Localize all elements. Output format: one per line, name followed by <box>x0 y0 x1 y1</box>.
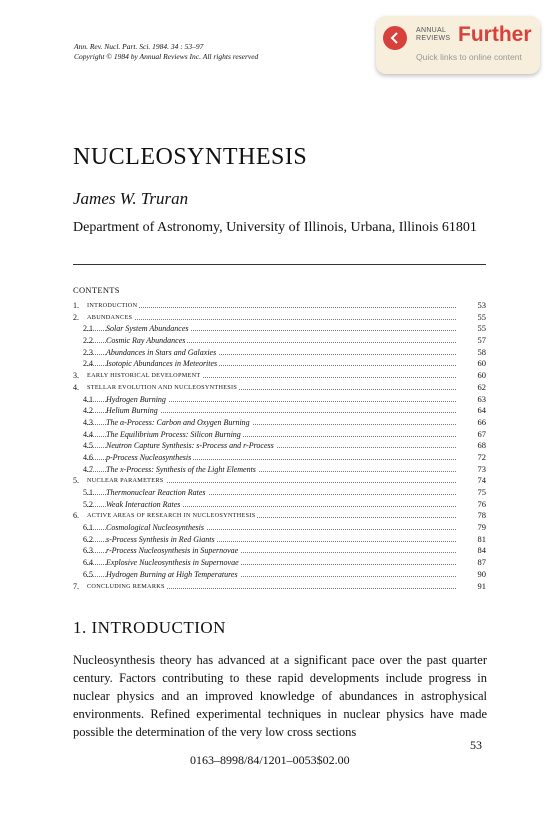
toc-entry-label: INTRODUCTION <box>87 300 139 312</box>
toc-entry-label: r-Process Nucleosynthesis in Supernovae <box>106 546 239 556</box>
toc-entry-page: 55 <box>477 311 486 322</box>
toc-entry-number: 4.5 <box>83 441 93 451</box>
toc-entry-label: The x-Process: Synthesis of the Light Elements <box>106 464 256 474</box>
toc-entry-number: 6.3 <box>83 546 93 556</box>
quick-links-text: Quick links to online content <box>416 52 522 62</box>
toc-entry[interactable] <box>73 300 486 312</box>
section-heading: 1. INTRODUCTION <box>73 618 226 637</box>
toc-entry-page: 79 <box>477 522 486 533</box>
toc-entry-number: 4.6 <box>83 452 93 462</box>
toc-entry-label: Isotopic Abundances in Meteorites <box>106 359 218 369</box>
toc-entry[interactable] <box>73 347 486 359</box>
toc-entry-page: 60 <box>477 370 486 381</box>
annual-reviews-logo-text <box>416 27 450 43</box>
toc-entry-number: 2.4 <box>83 359 93 369</box>
toc-entry-page: 53 <box>477 300 486 310</box>
toc-entry-label: Hydrogen Burning at High Temperatures <box>106 569 238 579</box>
toc-entry-number: 6.5 <box>83 569 93 579</box>
body-paragraph: Nucleosynthesis theory has advanced at a significant pace over the past quarter century. Factors contributing to these rapid developments include progress in nuclear physics and an improved knowledge of abundances in astrophysical environments. Refined experimental techniques in nuclear physics have made possible the determination of the very low cross sections <box>73 653 487 739</box>
toc-entry-label: ABUNDANCES <box>87 312 134 324</box>
toc-entry-page: 60 <box>477 358 486 369</box>
toc-entry[interactable] <box>73 522 486 534</box>
toc-entry-number: 2.1 <box>83 324 93 334</box>
toc-entry-number: 6.1 <box>83 523 93 533</box>
toc-entry[interactable] <box>73 487 486 499</box>
toc-entry-label: Explosive Nucleosynthesis in Supernovae <box>106 558 239 568</box>
toc-entry-page: 55 <box>477 323 486 334</box>
toc-entry-number: 4. <box>73 382 79 392</box>
toc-entry-number: 4.2 <box>83 406 93 416</box>
play-icon <box>383 26 407 50</box>
toc-entry-page: 68 <box>477 440 486 451</box>
toc-entry-page: 58 <box>477 346 486 357</box>
toc-entry-number: 6.4 <box>83 558 93 568</box>
toc-entry-number: 5.2 <box>83 499 93 509</box>
toc-entry-page: 63 <box>477 393 486 404</box>
toc-entry-page: 84 <box>477 545 486 556</box>
toc-entry-number: 4.7 <box>83 464 93 474</box>
journal-citation-line: Ann. Rev. Nucl. Part. Sci. 1984. 34 : 53–97 <box>74 42 204 51</box>
copyright-line: Copyright © 1984 by Annual Reviews Inc. All rights reserved <box>74 52 259 61</box>
toc-entry-number: 1. <box>73 301 79 310</box>
toc-entry[interactable] <box>73 323 486 335</box>
toc-entry[interactable] <box>73 405 486 417</box>
reviews-text: REVIEWS <box>416 35 451 42</box>
toc-entry-label: The α-Process: Carbon and Oxygen Burning <box>106 417 250 427</box>
page-number: 53 <box>470 738 482 752</box>
author-affiliation: Department of Astronomy, University of Illinois, Urbana, Illinois 61801 <box>73 220 477 235</box>
article-title: NUCLEOSYNTHESIS <box>73 144 308 170</box>
toc-entry-number: 2.3 <box>83 347 93 357</box>
toc-entry[interactable] <box>73 335 486 347</box>
toc-entry-page: 75 <box>477 487 486 497</box>
toc-entry-page: 64 <box>477 405 486 416</box>
table-of-contents <box>73 300 486 592</box>
divider <box>73 264 486 265</box>
author-name: James W. Truran <box>73 189 189 208</box>
toc-entry[interactable] <box>73 382 486 394</box>
toc-entry-page: 91 <box>477 580 486 591</box>
toc-entry-number: 2.2 <box>83 336 93 346</box>
toc-entry-label: s-Process Synthesis in Red Giants <box>106 534 215 544</box>
toc-entry[interactable] <box>73 312 486 324</box>
toc-entry[interactable] <box>73 534 486 546</box>
toc-entry-label: NUCLEAR PARAMETERS <box>87 475 166 487</box>
toc-entry-page: 78 <box>477 510 486 521</box>
toc-entry-page: 67 <box>477 428 486 439</box>
toc-entry[interactable] <box>73 557 486 569</box>
toc-entry-label: p-Process Nucleosynthesis <box>106 452 192 462</box>
toc-entry-label: CONCLUDING REMARKS <box>87 581 167 593</box>
toc-entry[interactable] <box>73 358 486 370</box>
toc-entry-label: Neutron Capture Synthesis: s-Process and r-Process <box>106 441 274 451</box>
toc-entry-number: 4.1 <box>83 394 93 404</box>
toc-entry-page: 74 <box>477 475 486 486</box>
toc-entry-number: 5. <box>73 476 79 486</box>
toc-entry-number: 6. <box>73 511 79 521</box>
toc-entry[interactable] <box>73 452 486 464</box>
toc-entry-page: 66 <box>477 416 486 427</box>
toc-entry[interactable] <box>73 581 486 593</box>
article-code: 0163–8998/84/1201–0053$02.00 <box>190 753 350 767</box>
toc-leader-dots <box>87 307 456 308</box>
toc-entry[interactable] <box>73 440 486 452</box>
toc-entry-number: 4.3 <box>83 417 93 427</box>
toc-entry-page: 62 <box>477 381 486 392</box>
toc-entry-page: 57 <box>477 335 486 346</box>
toc-entry-page: 81 <box>477 533 486 544</box>
further-links-badge[interactable] <box>376 16 540 74</box>
toc-entry-label: Cosmological Nucleosynthesis <box>106 523 204 533</box>
toc-entry-page: 73 <box>477 463 486 474</box>
toc-entry-page: 87 <box>477 557 486 568</box>
toc-entry[interactable] <box>73 510 486 522</box>
toc-leader-dots <box>87 319 456 320</box>
toc-entry[interactable] <box>73 569 486 581</box>
toc-entry-label: EARLY HISTORICAL DEVELOPMENT <box>87 370 202 382</box>
toc-entry-label: Thermonuclear Reaction Rates <box>106 488 206 497</box>
toc-entry-page: 76 <box>477 498 486 509</box>
toc-entry[interactable] <box>73 464 486 476</box>
toc-entry-label: Abundances in Stars and Galaxies <box>106 347 217 357</box>
annual-text: ANNUAL <box>416 27 447 34</box>
toc-entry-label: ACTIVE AREAS OF RESEARCH IN NUCLEOSYNTHESIS <box>87 510 257 522</box>
toc-entry-number: 6.2 <box>83 534 93 544</box>
toc-entry[interactable] <box>73 429 486 441</box>
toc-entry-number: 3. <box>73 371 79 381</box>
toc-entry[interactable] <box>73 545 486 557</box>
journal-citation <box>74 42 258 62</box>
toc-entry-label: STELLAR EVOLUTION AND NUCLEOSYNTHESIS <box>87 382 239 394</box>
toc-entry-label: Helium Burning <box>106 406 158 416</box>
toc-entry[interactable] <box>73 394 486 406</box>
toc-entry-number: 5.1 <box>83 488 93 497</box>
toc-entry-number: 4.4 <box>83 429 93 439</box>
contents-heading: CONTENTS <box>73 285 120 295</box>
toc-entry-number: 2. <box>73 312 79 322</box>
toc-entry-page: 72 <box>477 451 486 462</box>
toc-entry-page: 90 <box>477 568 486 579</box>
toc-entry[interactable] <box>73 499 486 511</box>
further-label: Further <box>458 23 532 46</box>
toc-entry-label: The Equilibrium Process: Silicon Burning <box>106 429 241 439</box>
toc-entry-label: Weak Interaction Rates <box>106 499 181 509</box>
toc-entry[interactable] <box>73 370 486 382</box>
toc-entry-label: Cosmic Ray Abundances <box>106 336 186 346</box>
toc-entry[interactable] <box>73 417 486 429</box>
toc-entry[interactable] <box>73 475 486 487</box>
toc-entry-number: 7. <box>73 581 79 591</box>
toc-entry-label: Hydrogen Burning <box>106 394 166 404</box>
toc-entry-label: Solar System Abundances <box>106 324 189 334</box>
